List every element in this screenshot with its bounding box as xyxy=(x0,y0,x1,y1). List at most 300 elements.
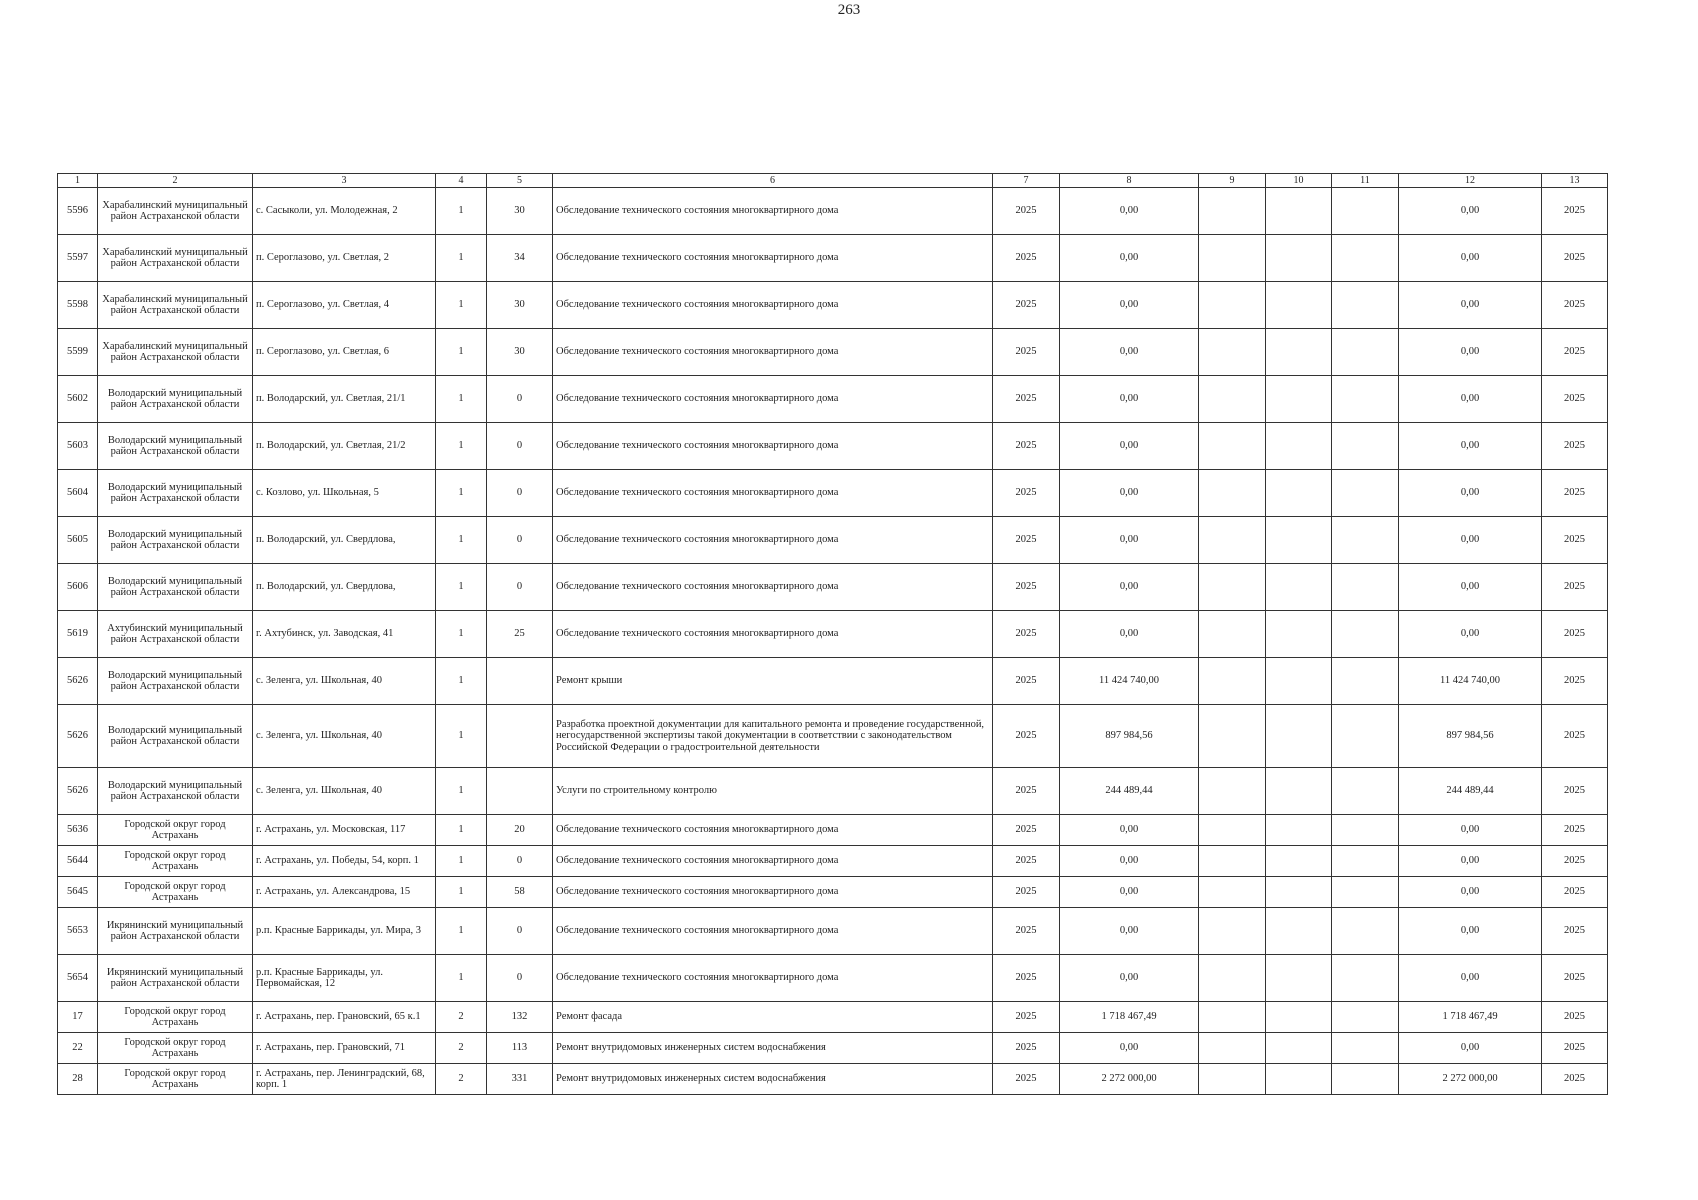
cost-fund: 0,00 xyxy=(1399,955,1542,1002)
address: г. Астрахань, ул. Александрова, 15 xyxy=(253,877,436,908)
column-header: 1 xyxy=(58,174,98,188)
col-4: 2 xyxy=(436,1033,487,1064)
year: 2025 xyxy=(993,564,1060,611)
year: 2025 xyxy=(993,423,1060,470)
cost-fund: 0,00 xyxy=(1399,329,1542,376)
cost-fund: 0,00 xyxy=(1399,877,1542,908)
year-completion: 2025 xyxy=(1542,376,1608,423)
col-9 xyxy=(1199,188,1266,235)
cost-total: 0,00 xyxy=(1060,329,1199,376)
col-4: 1 xyxy=(436,846,487,877)
year-completion: 2025 xyxy=(1542,611,1608,658)
col-5 xyxy=(487,768,553,815)
year: 2025 xyxy=(993,955,1060,1002)
record-id: 5653 xyxy=(58,908,98,955)
table-row xyxy=(58,705,1608,768)
cost-fund: 0,00 xyxy=(1399,846,1542,877)
cost-fund: 0,00 xyxy=(1399,611,1542,658)
col-10 xyxy=(1266,282,1332,329)
record-id: 5598 xyxy=(58,282,98,329)
record-id: 5644 xyxy=(58,846,98,877)
record-id: 5654 xyxy=(58,955,98,1002)
col-11 xyxy=(1332,188,1399,235)
cost-fund: 0,00 xyxy=(1399,470,1542,517)
year: 2025 xyxy=(993,908,1060,955)
col-4: 2 xyxy=(436,1002,487,1033)
address: с. Сасыколи, ул. Молодежная, 2 xyxy=(253,188,436,235)
year: 2025 xyxy=(993,282,1060,329)
col-9 xyxy=(1199,282,1266,329)
col-9 xyxy=(1199,1002,1266,1033)
col-10 xyxy=(1266,517,1332,564)
col-9 xyxy=(1199,768,1266,815)
record-id: 5602 xyxy=(58,376,98,423)
col-11 xyxy=(1332,470,1399,517)
col-9 xyxy=(1199,517,1266,564)
year-completion: 2025 xyxy=(1542,658,1608,705)
col-10 xyxy=(1266,1002,1332,1033)
col-9 xyxy=(1199,329,1266,376)
year: 2025 xyxy=(993,1002,1060,1033)
year-completion: 2025 xyxy=(1542,908,1608,955)
address: г. Астрахань, пер. Грановский, 65 к.1 xyxy=(253,1002,436,1033)
year-completion: 2025 xyxy=(1542,1002,1608,1033)
record-id: 5636 xyxy=(58,815,98,846)
col-4: 1 xyxy=(436,815,487,846)
work-type: Обследование технического состояния многоквартирного дома xyxy=(553,517,993,564)
municipality: Володарский муниципальный район Астраханской области xyxy=(98,376,253,423)
year: 2025 xyxy=(993,768,1060,815)
year: 2025 xyxy=(993,235,1060,282)
col-10 xyxy=(1266,877,1332,908)
col-11 xyxy=(1332,329,1399,376)
cost-total: 1 718 467,49 xyxy=(1060,1002,1199,1033)
cost-fund: 0,00 xyxy=(1399,517,1542,564)
col-9 xyxy=(1199,470,1266,517)
work-type: Обследование технического состояния многоквартирного дома xyxy=(553,423,993,470)
col-10 xyxy=(1266,908,1332,955)
col-11 xyxy=(1332,705,1399,768)
col-10 xyxy=(1266,1033,1332,1064)
col-11 xyxy=(1332,846,1399,877)
table-row xyxy=(58,877,1608,908)
col-4: 1 xyxy=(436,877,487,908)
table-row xyxy=(58,188,1608,235)
cost-fund: 0,00 xyxy=(1399,815,1542,846)
col-4: 1 xyxy=(436,329,487,376)
cost-total: 244 489,44 xyxy=(1060,768,1199,815)
col-11 xyxy=(1332,1033,1399,1064)
cost-total: 2 272 000,00 xyxy=(1060,1064,1199,1095)
col-4: 1 xyxy=(436,376,487,423)
year: 2025 xyxy=(993,329,1060,376)
col-9 xyxy=(1199,877,1266,908)
year-completion: 2025 xyxy=(1542,768,1608,815)
column-header: 13 xyxy=(1542,174,1608,188)
municipality: Икрянинский муниципальный район Астраханской области xyxy=(98,908,253,955)
address: г. Астрахань, ул. Московская, 117 xyxy=(253,815,436,846)
address: г. Ахтубинск, ул. Заводская, 41 xyxy=(253,611,436,658)
col-5: 25 xyxy=(487,611,553,658)
table-row xyxy=(58,1064,1608,1095)
municipality: Харабалинский муниципальный район Астраханской области xyxy=(98,188,253,235)
table-row xyxy=(58,282,1608,329)
year-completion: 2025 xyxy=(1542,877,1608,908)
cost-fund: 0,00 xyxy=(1399,1033,1542,1064)
col-11 xyxy=(1332,658,1399,705)
address: р.п. Красные Баррикады, ул. Мира, 3 xyxy=(253,908,436,955)
cost-fund: 897 984,56 xyxy=(1399,705,1542,768)
municipality: Городской округ город Астрахань xyxy=(98,815,253,846)
address: п. Володарский, ул. Свердлова, xyxy=(253,517,436,564)
col-5: 0 xyxy=(487,470,553,517)
year-completion: 2025 xyxy=(1542,564,1608,611)
year: 2025 xyxy=(993,517,1060,564)
year: 2025 xyxy=(993,815,1060,846)
column-header: 12 xyxy=(1399,174,1542,188)
cost-total: 0,00 xyxy=(1060,611,1199,658)
col-5: 331 xyxy=(487,1064,553,1095)
col-5: 30 xyxy=(487,188,553,235)
municipality: Харабалинский муниципальный район Астраханской области xyxy=(98,282,253,329)
cost-total: 897 984,56 xyxy=(1060,705,1199,768)
year: 2025 xyxy=(993,705,1060,768)
municipality: Харабалинский муниципальный район Астраханской области xyxy=(98,235,253,282)
col-11 xyxy=(1332,423,1399,470)
work-type: Обследование технического состояния многоквартирного дома xyxy=(553,282,993,329)
table-row xyxy=(58,376,1608,423)
work-type: Ремонт фасада xyxy=(553,1002,993,1033)
table-row xyxy=(58,235,1608,282)
municipality: Городской округ город Астрахань xyxy=(98,1002,253,1033)
municipality: Городской округ город Астрахань xyxy=(98,846,253,877)
col-5: 0 xyxy=(487,908,553,955)
table-row xyxy=(58,564,1608,611)
cost-fund: 0,00 xyxy=(1399,376,1542,423)
record-id: 5603 xyxy=(58,423,98,470)
cost-total: 0,00 xyxy=(1060,423,1199,470)
cost-fund: 0,00 xyxy=(1399,235,1542,282)
col-11 xyxy=(1332,908,1399,955)
table-row xyxy=(58,955,1608,1002)
work-type: Обследование технического состояния многоквартирного дома xyxy=(553,955,993,1002)
col-4: 1 xyxy=(436,470,487,517)
col-9 xyxy=(1199,1033,1266,1064)
year-completion: 2025 xyxy=(1542,188,1608,235)
col-4: 1 xyxy=(436,658,487,705)
work-type: Обследование технического состояния многоквартирного дома xyxy=(553,376,993,423)
col-4: 1 xyxy=(436,235,487,282)
work-type: Услуги по строительному контролю xyxy=(553,768,993,815)
col-11 xyxy=(1332,1064,1399,1095)
col-4: 1 xyxy=(436,768,487,815)
year-completion: 2025 xyxy=(1542,517,1608,564)
table-row xyxy=(58,423,1608,470)
column-header: 3 xyxy=(253,174,436,188)
cost-total: 11 424 740,00 xyxy=(1060,658,1199,705)
col-10 xyxy=(1266,768,1332,815)
cost-fund: 0,00 xyxy=(1399,423,1542,470)
col-4: 1 xyxy=(436,564,487,611)
table-row xyxy=(58,329,1608,376)
cost-total: 0,00 xyxy=(1060,282,1199,329)
table-row xyxy=(58,658,1608,705)
column-header: 5 xyxy=(487,174,553,188)
col-11 xyxy=(1332,768,1399,815)
col-4: 1 xyxy=(436,517,487,564)
municipality: Городской округ город Астрахань xyxy=(98,1064,253,1095)
year-completion: 2025 xyxy=(1542,1033,1608,1064)
address: г. Астрахань, ул. Победы, 54, корп. 1 xyxy=(253,846,436,877)
cost-total: 0,00 xyxy=(1060,908,1199,955)
address: п. Сероглазово, ул. Светлая, 6 xyxy=(253,329,436,376)
col-5: 113 xyxy=(487,1033,553,1064)
cost-total: 0,00 xyxy=(1060,235,1199,282)
year: 2025 xyxy=(993,376,1060,423)
record-id: 5606 xyxy=(58,564,98,611)
cost-total: 0,00 xyxy=(1060,877,1199,908)
year: 2025 xyxy=(993,1064,1060,1095)
address: с. Зеленга, ул. Школьная, 40 xyxy=(253,705,436,768)
column-number-row xyxy=(58,174,1608,188)
col-10 xyxy=(1266,188,1332,235)
municipality: Володарский муниципальный район Астраханской области xyxy=(98,517,253,564)
record-id: 5619 xyxy=(58,611,98,658)
cost-total: 0,00 xyxy=(1060,846,1199,877)
cost-total: 0,00 xyxy=(1060,815,1199,846)
cost-total: 0,00 xyxy=(1060,188,1199,235)
work-type: Ремонт внутридомовых инженерных систем водоснабжения xyxy=(553,1064,993,1095)
col-11 xyxy=(1332,235,1399,282)
cost-total: 0,00 xyxy=(1060,517,1199,564)
col-10 xyxy=(1266,423,1332,470)
col-5: 132 xyxy=(487,1002,553,1033)
column-header: 10 xyxy=(1266,174,1332,188)
cost-total: 0,00 xyxy=(1060,376,1199,423)
municipality: Володарский муниципальный район Астраханской области xyxy=(98,470,253,517)
address: с. Зеленга, ул. Школьная, 40 xyxy=(253,658,436,705)
col-9 xyxy=(1199,235,1266,282)
col-10 xyxy=(1266,846,1332,877)
col-9 xyxy=(1199,705,1266,768)
table-row xyxy=(58,768,1608,815)
address: п. Сероглазово, ул. Светлая, 2 xyxy=(253,235,436,282)
municipality: Городской округ город Астрахань xyxy=(98,1033,253,1064)
col-4: 2 xyxy=(436,1064,487,1095)
col-9 xyxy=(1199,658,1266,705)
column-header: 7 xyxy=(993,174,1060,188)
address: г. Астрахань, пер. Грановский, 71 xyxy=(253,1033,436,1064)
cost-fund: 1 718 467,49 xyxy=(1399,1002,1542,1033)
work-type: Ремонт крыши xyxy=(553,658,993,705)
address: п. Володарский, ул. Светлая, 21/1 xyxy=(253,376,436,423)
col-5: 0 xyxy=(487,955,553,1002)
col-10 xyxy=(1266,815,1332,846)
record-id: 28 xyxy=(58,1064,98,1095)
year: 2025 xyxy=(993,1033,1060,1064)
cost-total: 0,00 xyxy=(1060,470,1199,517)
cost-fund: 2 272 000,00 xyxy=(1399,1064,1542,1095)
cost-total: 0,00 xyxy=(1060,955,1199,1002)
year: 2025 xyxy=(993,470,1060,517)
municipality: Харабалинский муниципальный район Астраханской области xyxy=(98,329,253,376)
col-9 xyxy=(1199,846,1266,877)
cost-fund: 0,00 xyxy=(1399,282,1542,329)
cost-fund: 0,00 xyxy=(1399,908,1542,955)
col-9 xyxy=(1199,815,1266,846)
address: с. Козлово, ул. Школьная, 5 xyxy=(253,470,436,517)
col-11 xyxy=(1332,517,1399,564)
col-4: 1 xyxy=(436,705,487,768)
col-5: 58 xyxy=(487,877,553,908)
col-9 xyxy=(1199,611,1266,658)
record-id: 5626 xyxy=(58,705,98,768)
column-header: 4 xyxy=(436,174,487,188)
table-row xyxy=(58,470,1608,517)
year-completion: 2025 xyxy=(1542,282,1608,329)
municipality: Володарский муниципальный район Астраханской области xyxy=(98,768,253,815)
municipality: Володарский муниципальный район Астраханской области xyxy=(98,705,253,768)
cost-fund: 244 489,44 xyxy=(1399,768,1542,815)
col-11 xyxy=(1332,564,1399,611)
year: 2025 xyxy=(993,877,1060,908)
col-10 xyxy=(1266,705,1332,768)
col-9 xyxy=(1199,564,1266,611)
municipality: Ахтубинский муниципальный район Астраханской области xyxy=(98,611,253,658)
municipality: Володарский муниципальный район Астраханской области xyxy=(98,423,253,470)
table-row xyxy=(58,1033,1608,1064)
col-11 xyxy=(1332,1002,1399,1033)
address: с. Зеленга, ул. Школьная, 40 xyxy=(253,768,436,815)
col-10 xyxy=(1266,376,1332,423)
work-type: Обследование технического состояния многоквартирного дома xyxy=(553,470,993,517)
col-11 xyxy=(1332,282,1399,329)
table-row xyxy=(58,815,1608,846)
col-5: 0 xyxy=(487,564,553,611)
col-10 xyxy=(1266,955,1332,1002)
year-completion: 2025 xyxy=(1542,235,1608,282)
table-row xyxy=(58,611,1608,658)
col-5: 0 xyxy=(487,376,553,423)
year: 2025 xyxy=(993,188,1060,235)
col-11 xyxy=(1332,611,1399,658)
work-type: Обследование технического состояния многоквартирного дома xyxy=(553,188,993,235)
col-11 xyxy=(1332,376,1399,423)
work-type: Обследование технического состояния многоквартирного дома xyxy=(553,815,993,846)
column-header: 6 xyxy=(553,174,993,188)
record-id: 22 xyxy=(58,1033,98,1064)
year-completion: 2025 xyxy=(1542,470,1608,517)
year-completion: 2025 xyxy=(1542,329,1608,376)
col-9 xyxy=(1199,1064,1266,1095)
capital-repair-table xyxy=(57,173,1608,1095)
cost-total: 0,00 xyxy=(1060,564,1199,611)
year-completion: 2025 xyxy=(1542,1064,1608,1095)
col-9 xyxy=(1199,376,1266,423)
municipality: Володарский муниципальный район Астраханской области xyxy=(98,564,253,611)
record-id: 5599 xyxy=(58,329,98,376)
work-type: Обследование технического состояния многоквартирного дома xyxy=(553,329,993,376)
year-completion: 2025 xyxy=(1542,955,1608,1002)
col-4: 1 xyxy=(436,611,487,658)
municipality: Володарский муниципальный район Астраханской области xyxy=(98,658,253,705)
col-10 xyxy=(1266,329,1332,376)
cost-fund: 0,00 xyxy=(1399,564,1542,611)
record-id: 5596 xyxy=(58,188,98,235)
year: 2025 xyxy=(993,658,1060,705)
address: п. Володарский, ул. Светлая, 21/2 xyxy=(253,423,436,470)
record-id: 17 xyxy=(58,1002,98,1033)
col-10 xyxy=(1266,470,1332,517)
cost-fund: 0,00 xyxy=(1399,188,1542,235)
col-10 xyxy=(1266,611,1332,658)
col-5: 30 xyxy=(487,329,553,376)
work-type: Обследование технического состояния многоквартирного дома xyxy=(553,564,993,611)
col-5 xyxy=(487,705,553,768)
address: р.п. Красные Баррикады, ул. Первомайская, 12 xyxy=(253,955,436,1002)
col-5: 30 xyxy=(487,282,553,329)
table-row xyxy=(58,908,1608,955)
municipality: Городской округ город Астрахань xyxy=(98,877,253,908)
col-11 xyxy=(1332,877,1399,908)
year-completion: 2025 xyxy=(1542,423,1608,470)
work-type: Обследование технического состояния многоквартирного дома xyxy=(553,611,993,658)
cost-total: 0,00 xyxy=(1060,1033,1199,1064)
address: п. Сероглазово, ул. Светлая, 4 xyxy=(253,282,436,329)
col-10 xyxy=(1266,235,1332,282)
col-11 xyxy=(1332,815,1399,846)
col-9 xyxy=(1199,423,1266,470)
page-number: 263 xyxy=(837,2,861,18)
record-id: 5645 xyxy=(58,877,98,908)
col-10 xyxy=(1266,1064,1332,1095)
col-4: 1 xyxy=(436,282,487,329)
record-id: 5626 xyxy=(58,768,98,815)
address: п. Володарский, ул. Свердлова, xyxy=(253,564,436,611)
col-4: 1 xyxy=(436,423,487,470)
col-4: 1 xyxy=(436,955,487,1002)
record-id: 5597 xyxy=(58,235,98,282)
column-header: 11 xyxy=(1332,174,1399,188)
table-row xyxy=(58,846,1608,877)
col-5: 20 xyxy=(487,815,553,846)
work-type: Обследование технического состояния многоквартирного дома xyxy=(553,235,993,282)
col-10 xyxy=(1266,658,1332,705)
col-5: 0 xyxy=(487,517,553,564)
record-id: 5604 xyxy=(58,470,98,517)
record-id: 5626 xyxy=(58,658,98,705)
col-5: 0 xyxy=(487,846,553,877)
table-row xyxy=(58,517,1608,564)
column-header: 8 xyxy=(1060,174,1199,188)
year-completion: 2025 xyxy=(1542,815,1608,846)
cost-fund: 11 424 740,00 xyxy=(1399,658,1542,705)
col-10 xyxy=(1266,564,1332,611)
column-header: 9 xyxy=(1199,174,1266,188)
address: г. Астрахань, пер. Ленинградский, 68, корп. 1 xyxy=(253,1064,436,1095)
table-row xyxy=(58,1002,1608,1033)
work-type: Разработка проектной документации для капитального ремонта и проведение государственной, негосударственной экспертизы такой документации в соответствии с законодательством Российской Федерации о градостроительной деятельности xyxy=(553,705,993,768)
col-9 xyxy=(1199,955,1266,1002)
col-5: 34 xyxy=(487,235,553,282)
year-completion: 2025 xyxy=(1542,705,1608,768)
municipality: Икрянинский муниципальный район Астраханской области xyxy=(98,955,253,1002)
col-9 xyxy=(1199,908,1266,955)
col-5 xyxy=(487,658,553,705)
column-header: 2 xyxy=(98,174,253,188)
work-type: Обследование технического состояния многоквартирного дома xyxy=(553,877,993,908)
work-type: Ремонт внутридомовых инженерных систем водоснабжения xyxy=(553,1033,993,1064)
